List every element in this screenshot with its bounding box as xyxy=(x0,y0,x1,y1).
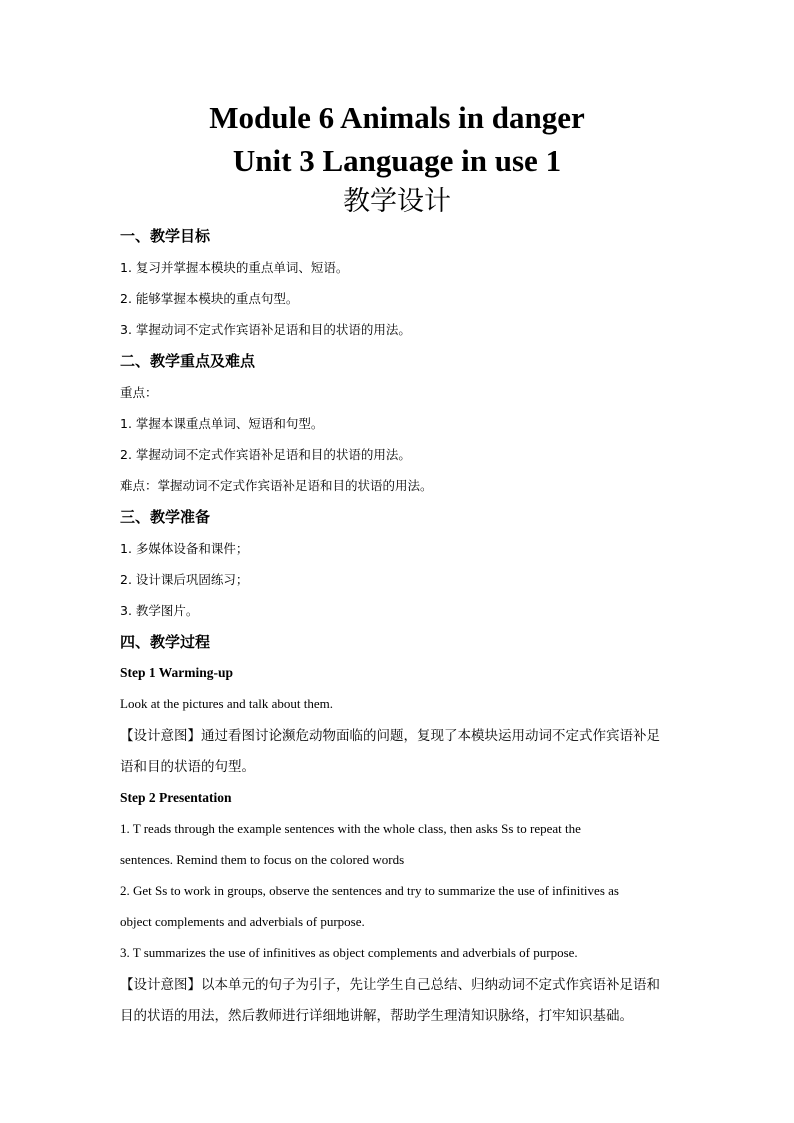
key-points-label: 重点： xyxy=(120,385,158,400)
step2-paragraph-1: 1. T reads through the example sentences with the whole class, then asks Ss to repeat the xyxy=(120,821,581,836)
key-point-item: 1. 掌握本课重点单词、短语和句型。 xyxy=(120,416,324,431)
preparation-item: 3. 教学图片。 xyxy=(120,603,199,618)
objective-item: 3. 掌握动词不定式作宾语补足语和目的状语的用法。 xyxy=(120,322,411,337)
step1-text: Look at the pictures and talk about them. xyxy=(120,696,333,711)
section-heading-key-points: 二、教学重点及难点 xyxy=(120,352,256,370)
step1-title: Step 1 Warming-up xyxy=(120,665,234,680)
step1-design-intent-cont: 语和目的状语的句型。 xyxy=(120,759,255,775)
step2-paragraph-3: 3. T summarizes the use of infinitives as object complements and adverbials of purpose. xyxy=(120,945,578,960)
section-heading-preparation: 三、教学准备 xyxy=(120,508,211,526)
title-unit: Unit 3 Language in use 1 xyxy=(232,143,562,178)
objective-item: 2. 能够掌握本模块的重点句型。 xyxy=(120,291,299,306)
preparation-item: 1. 多媒体设备和课件； xyxy=(120,541,249,556)
step2-paragraph-1-cont: sentences. Remind them to focus on the colored words xyxy=(120,852,405,867)
key-point-item: 2. 掌握动词不定式作宾语补足语和目的状语的用法。 xyxy=(120,447,411,462)
title-teaching-design: 教学设计 xyxy=(343,186,451,217)
title-module: Module 6 Animals in danger xyxy=(209,100,585,135)
objective-item: 1. 复习并掌握本模块的重点单词、短语。 xyxy=(120,260,349,275)
section-heading-objectives: 一、教学目标 xyxy=(120,227,211,245)
step2-paragraph-2: 2. Get Ss to work in groups, observe the sentences and try to summarize the use of infinitives as xyxy=(120,883,619,898)
preparation-item: 2. 设计课后巩固练习； xyxy=(120,572,249,587)
step2-paragraph-2-cont: object complements and adverbials of purpose. xyxy=(120,914,365,929)
section-heading-process: 四、教学过程 xyxy=(120,633,211,651)
step2-title: Step 2 Presentation xyxy=(120,790,232,805)
step1-design-intent: 【设计意图】通过看图讨论濒危动物面临的问题，复现了本模块运用动词不定式作宾语补足 xyxy=(120,728,660,744)
difficulty-text: 难点：掌握动词不定式作宾语补足语和目的状语的用法。 xyxy=(120,478,433,493)
step2-design-intent: 【设计意图】以本单元的句子为引子，先让学生自己总结、归纳动词不定式作宾语补足语和 xyxy=(120,977,660,993)
step2-design-intent-cont: 目的状语的用法，然后教师进行详细地讲解，帮助学生理清知识脉络，打牢知识基础。 xyxy=(120,1008,633,1024)
